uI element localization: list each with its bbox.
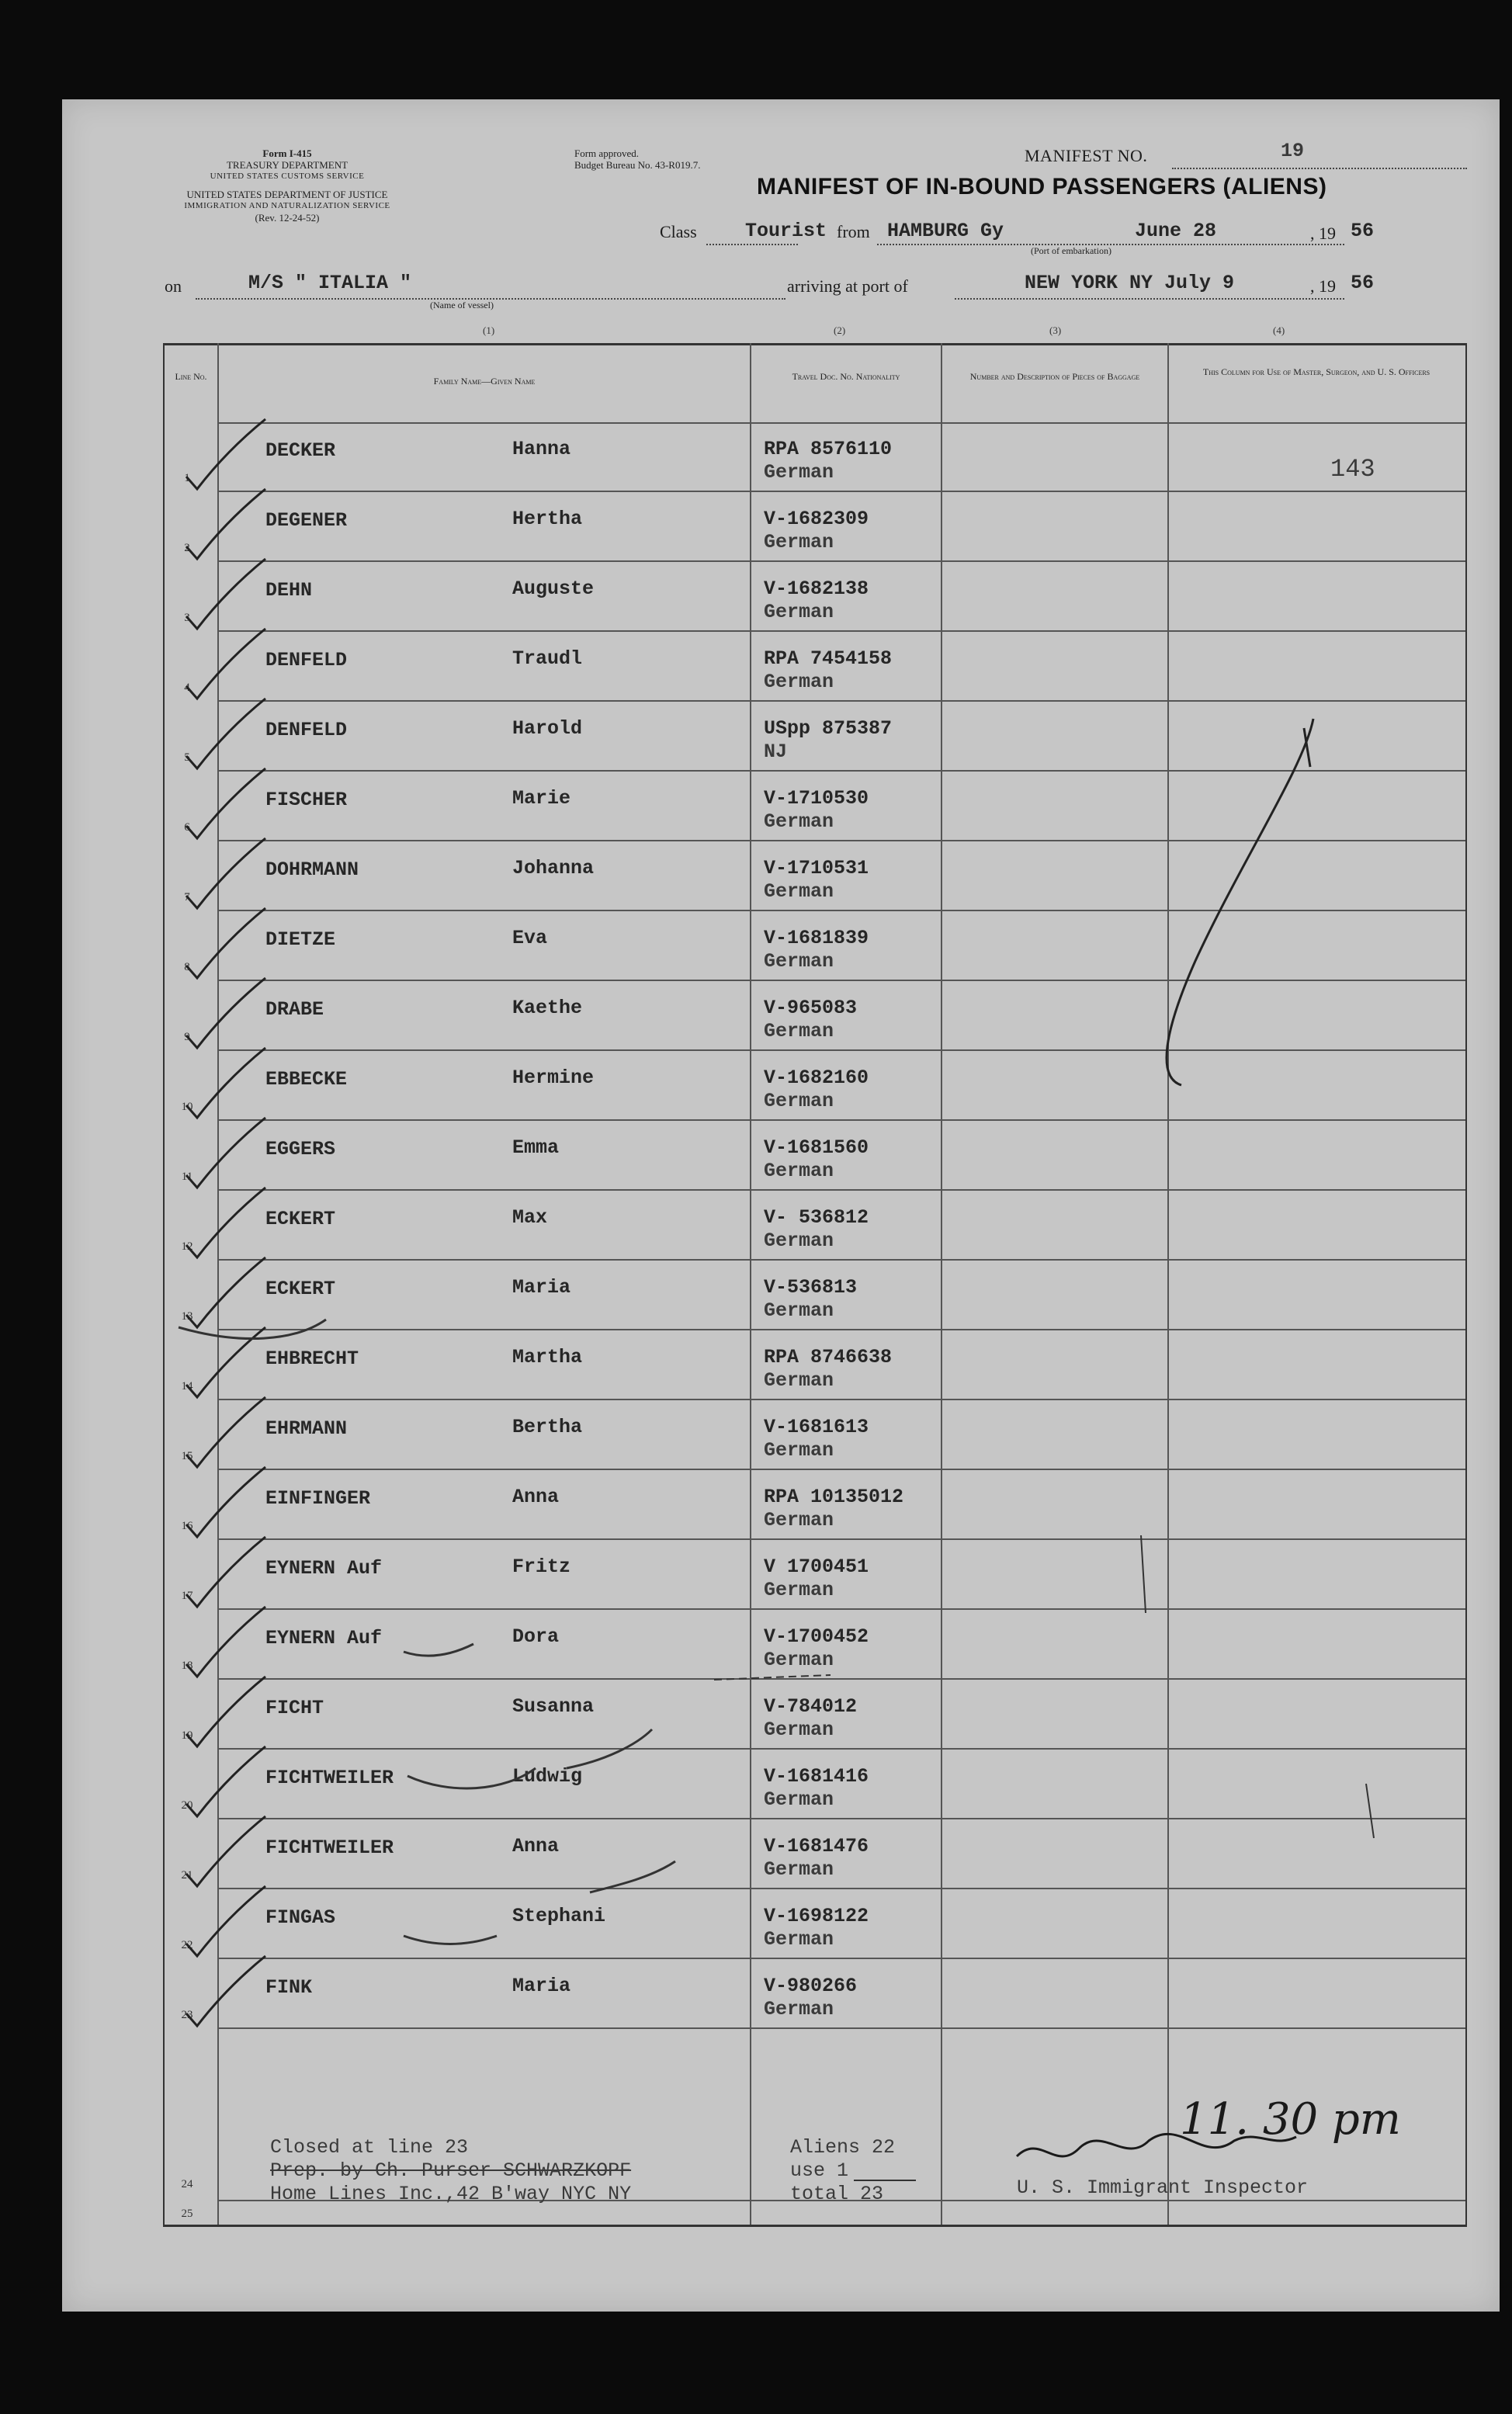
form-number: Form I-415 [262, 147, 312, 159]
given-name: Kaethe [512, 997, 583, 1019]
given-name: Eva [512, 927, 548, 949]
given-name: Bertha [512, 1416, 583, 1438]
given-name: Hertha [512, 508, 583, 530]
prepared-by: Prep. by Ch. Purser SCHWARZKOPF [270, 2159, 632, 2182]
given-name: Martha [512, 1346, 583, 1368]
given-name: Max [512, 1206, 548, 1229]
given-name: Dora [512, 1625, 560, 1648]
travel-doc: RPA 8576110 [764, 438, 893, 460]
travel-doc: V-980266 [764, 1975, 858, 1997]
family-name: DENFELD [265, 719, 348, 741]
family-name: DOHRMANN [265, 858, 359, 881]
given-name: Hermine [512, 1067, 595, 1089]
nationality: German [764, 1998, 834, 2020]
nationality: German [764, 880, 834, 903]
travel-doc: V-1682138 [764, 577, 869, 600]
travel-doc: RPA 10135012 [764, 1486, 904, 1508]
nationality: German [764, 950, 834, 973]
line-number: 21 [181, 1869, 193, 1882]
given-name: Hanna [512, 438, 571, 460]
manifest-no-value: 19 [1281, 140, 1305, 162]
line-number: 14 [181, 1380, 193, 1393]
travel-doc: V-1681560 [764, 1136, 869, 1159]
customs-label: UNITED STATES CUSTOMS SERVICE [210, 172, 365, 181]
col-num-4: (4) [1273, 324, 1285, 336]
given-name: Stephani [512, 1905, 606, 1927]
treasury-label: TREASURY DEPARTMENT [226, 159, 349, 171]
col-num-2: (2) [834, 324, 846, 336]
from-label: from [837, 222, 870, 241]
family-name: ECKERT [265, 1278, 336, 1300]
ins-label: IMMIGRATION AND NATURALIZATION SERVICE [184, 201, 390, 210]
nationality: NJ [764, 741, 788, 763]
col-num-3: (3) [1049, 324, 1062, 336]
line-number: 6 [184, 821, 190, 834]
nationality: German [764, 531, 834, 553]
arriving-label: arriving at port of [787, 276, 908, 296]
aliens-count: Aliens 22 [790, 2136, 896, 2159]
revision-label: (Rev. 12-24-52) [255, 212, 320, 224]
nationality: German [764, 810, 834, 833]
class-label: Class [660, 222, 697, 241]
family-name: DEHN [265, 579, 313, 602]
family-name: FICHTWEILER [265, 1767, 394, 1789]
year-prefix-2: , 19 [1310, 276, 1336, 296]
total-count: total 23 [790, 2183, 884, 2205]
given-name: Emma [512, 1136, 560, 1159]
given-name: Traudl [512, 647, 583, 670]
given-name: Maria [512, 1276, 571, 1299]
nationality: German [764, 1230, 834, 1252]
port-embark-note: (Port of embarkation) [1031, 245, 1111, 256]
manifest-page [62, 99, 1500, 2312]
line-number: 1 [184, 472, 190, 484]
line-number: 8 [184, 961, 190, 973]
on-label: on [165, 276, 182, 296]
line-number: 7 [184, 891, 190, 904]
family-name: FISCHER [265, 789, 348, 811]
line-24: 24 [181, 2178, 193, 2190]
nationality: German [764, 1719, 834, 1741]
travel-doc: V-784012 [764, 1695, 858, 1718]
travel-doc: RPA 8746638 [764, 1346, 893, 1368]
travel-doc: V-1681416 [764, 1765, 869, 1788]
travel-doc: V-1710531 [764, 857, 869, 879]
family-name: FINGAS [265, 1906, 336, 1929]
vessel-note: (Name of vessel) [430, 300, 494, 310]
travel-doc: V-965083 [764, 997, 858, 1019]
travel-doc: RPA 7454158 [764, 647, 893, 670]
given-name: Fritz [512, 1556, 571, 1578]
travel-doc: USpp 875387 [764, 717, 893, 740]
line-number: 10 [181, 1101, 193, 1113]
family-name: DRABE [265, 998, 324, 1021]
col-num-1: (1) [483, 324, 495, 336]
class-value: Tourist [745, 220, 827, 242]
nationality: German [764, 461, 834, 484]
nationality: German [764, 1020, 834, 1042]
nationality: German [764, 601, 834, 623]
nationality: German [764, 1369, 834, 1392]
officer-note: 143 [1330, 455, 1375, 484]
travel-doc: V-536813 [764, 1276, 858, 1299]
home-lines: Home Lines Inc.,42 B'way NYC NY [270, 2183, 632, 2205]
family-name: FICHTWEILER [265, 1837, 394, 1859]
travel-doc: V-1682309 [764, 508, 869, 530]
nationality: German [764, 1858, 834, 1881]
from-value: HAMBURG Gy [887, 220, 1004, 242]
nationality: German [764, 1928, 834, 1951]
family-name: FINK [265, 1976, 313, 1999]
given-name: Anna [512, 1486, 560, 1508]
line-number: 13 [181, 1310, 193, 1323]
family-name: ECKERT [265, 1208, 336, 1230]
line-number: 15 [181, 1450, 193, 1462]
form-approved: Form approved. [574, 147, 640, 159]
closed-at-line: Closed at line 23 [270, 2136, 469, 2159]
travel-doc: V-1700452 [764, 1625, 869, 1648]
line-number: 23 [181, 2009, 193, 2021]
travel-doc: V-1681613 [764, 1416, 869, 1438]
given-name: Harold [512, 717, 583, 740]
arrival-value: NEW YORK NY July 9 [1025, 272, 1235, 294]
travel-doc: V-1682160 [764, 1067, 869, 1089]
travel-doc: V-1681476 [764, 1835, 869, 1857]
travel-doc: V-1698122 [764, 1905, 869, 1927]
family-name: DENFELD [265, 649, 348, 671]
nationality: German [764, 1090, 834, 1112]
inspector-label: U. S. Immigrant Inspector [1017, 2176, 1309, 2199]
given-name: Marie [512, 787, 571, 810]
travel-doc: V-1710530 [764, 787, 869, 810]
travel-doc: V-1681839 [764, 927, 869, 949]
line-number: 4 [184, 682, 190, 694]
use-count: use 1 [790, 2159, 849, 2182]
nationality: German [764, 1649, 834, 1671]
date-value: June 28 [1135, 220, 1217, 242]
line-number: 2 [184, 542, 190, 554]
justice-label: UNITED STATES DEPARTMENT OF JUSTICE [186, 189, 388, 200]
col-header-travel: Travel Doc. No. Nationality [792, 371, 900, 382]
col-header-line: Line No. [175, 371, 207, 382]
nationality: German [764, 1160, 834, 1182]
given-name: Johanna [512, 857, 595, 879]
family-name: EHBRECHT [265, 1347, 359, 1370]
family-name: EGGERS [265, 1138, 336, 1160]
nationality: German [764, 1788, 834, 1811]
family-name: DEGENER [265, 509, 348, 532]
handwritten-marks [62, 99, 1500, 2312]
nationality: German [764, 1509, 834, 1531]
line-number: 19 [181, 1729, 193, 1742]
family-name: EBBECKE [265, 1068, 348, 1091]
col-header-officers: This Column for Use of Master, Surgeon, and U. S. Officers [1202, 366, 1431, 377]
line-number: 12 [181, 1240, 193, 1253]
family-name: EYNERN Auf [265, 1627, 383, 1649]
travel-doc: V 1700451 [764, 1556, 869, 1578]
line-number: 3 [184, 612, 190, 624]
line-number: 18 [181, 1660, 193, 1672]
given-name: Ludwig [512, 1765, 583, 1788]
line-25: 25 [181, 2208, 193, 2220]
nationality: German [764, 671, 834, 693]
given-name: Maria [512, 1975, 571, 1997]
year-2: 56 [1351, 272, 1375, 294]
line-number: 16 [181, 1520, 193, 1532]
col-header-name: Family Name—Given Name [433, 376, 536, 387]
family-name: EINFINGER [265, 1487, 371, 1510]
manifest-no-label: MANIFEST NO. [1025, 146, 1148, 165]
given-name: Auguste [512, 577, 595, 600]
manifest-title: MANIFEST OF IN-BOUND PASSENGERS (ALIENS) [757, 174, 1327, 199]
given-name: Anna [512, 1835, 560, 1857]
line-number: 20 [181, 1799, 193, 1812]
family-name: DECKER [265, 439, 336, 462]
col-header-baggage: Number and Description of Pieces of Baggage [969, 371, 1140, 382]
year-1: 56 [1351, 220, 1375, 242]
nationality: German [764, 1439, 834, 1462]
line-number: 17 [181, 1590, 193, 1602]
nationality: German [764, 1579, 834, 1601]
year-prefix-1: , 19 [1310, 224, 1336, 243]
arrival-time: 11. 30 pm [1180, 2094, 1401, 2145]
line-number: 11 [181, 1171, 193, 1183]
family-name: EYNERN Auf [265, 1557, 383, 1580]
family-name: FICHT [265, 1697, 324, 1719]
family-name: EHRMANN [265, 1417, 348, 1440]
travel-doc: V- 536812 [764, 1206, 869, 1229]
vessel-name: M/S " ITALIA " [248, 272, 412, 294]
budget-bureau: Budget Bureau No. 43-R019.7. [574, 159, 701, 171]
line-number: 5 [184, 751, 190, 764]
nationality: German [764, 1299, 834, 1322]
line-number: 22 [181, 1939, 193, 1951]
given-name: Susanna [512, 1695, 595, 1718]
line-number: 9 [184, 1031, 190, 1043]
family-name: DIETZE [265, 928, 336, 951]
